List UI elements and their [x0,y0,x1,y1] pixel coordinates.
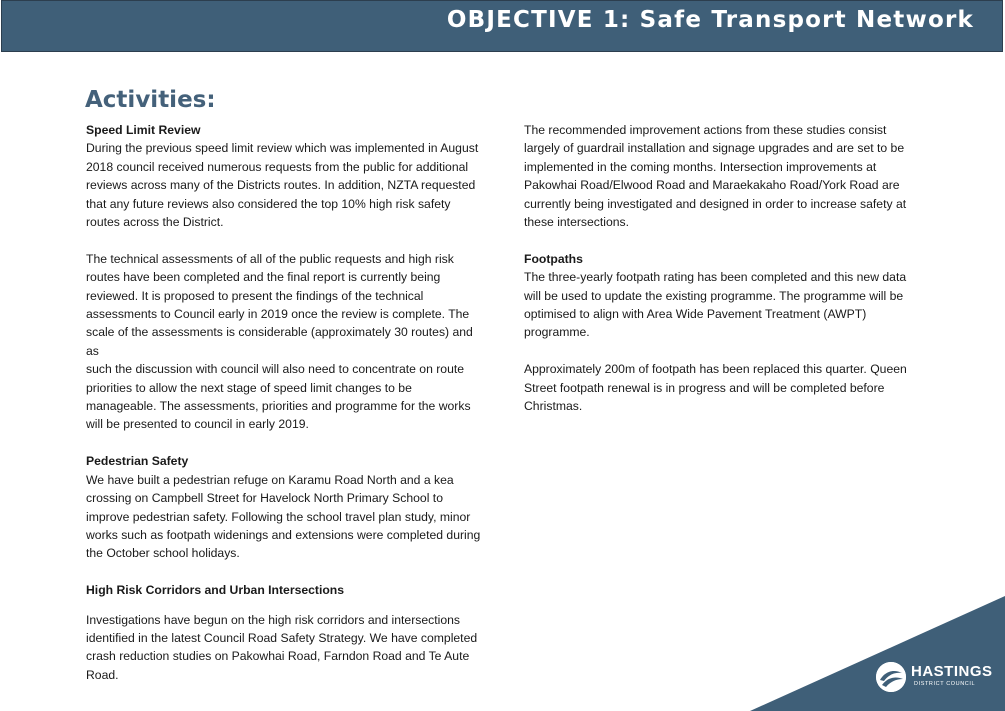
text-line: improve pedestrian safety. Following the school travel plan study, minor [86,509,471,524]
footpaths-paragraph-2 [524,360,916,415]
text-line: the October school holidays. [86,546,240,561]
objective-title: OBJECTIVE 1: Safe Transport Network [446,7,974,33]
high-risk-corridors-paragraph [86,611,486,685]
text-line: crash reduction studies on Pakowhai Road, Farndon Road and Te Aute [86,649,470,664]
text-line: crossing on Campbell Street for Havelock North Primary School to [86,491,443,506]
text-line: programme. [524,325,590,340]
text-line: assessments to Council early in 2019 once the review is complete. The [86,307,470,322]
logo-subtitle: DISTRICT COUNCIL [914,681,976,687]
text-line: Pakowhai Road/Elwood Road and Maraekakaho Road/York Road are [524,178,900,193]
text-line: During the previous speed limit review which was implemented in August [86,141,479,156]
text-line: these intersections. [524,215,630,230]
footpaths-paragraph-1 [524,268,916,342]
high-risk-corridors-title: High Risk Corridors and Urban Intersections [86,583,345,598]
text-line: The technical assessments of all of the public requests and high risk [86,251,454,266]
left-column [86,121,486,684]
text-line: identified in the latest Council Road Safety Strategy. We have completed [86,630,478,645]
text-line: The recommended improvement actions from these studies consist [524,123,887,137]
text-line: Street footpath renewal is in progress and will be completed before [524,380,885,395]
text-line: reviewed. It is proposed to present the findings of the technical [86,288,424,303]
text-line: such the discussion with council will also need to concentrate on route [86,362,465,377]
text-line: implemented in the coming months. Intersection improvements at [524,159,877,174]
text-line: will be presented to council in early 2019. [86,417,309,432]
text-line: reviews across many of the Districts routes. In addition, NZTA requested [86,178,476,193]
objective-header [1,0,1003,52]
text-line: Approximately 200m of footpath has been replaced this quarter. Queen [524,362,907,377]
text-line: routes have been completed and the final report is currently being [86,270,441,285]
logo-wordmark: HASTINGS [911,663,993,680]
text-line: Road. [86,667,119,682]
right-column [524,121,916,415]
text-line: will be used to update the existing programme. The programme will be [524,288,904,303]
footpaths-title: Footpaths [524,251,583,266]
activities-heading: Activities: [85,87,216,113]
logo-emblem-icon [876,662,906,692]
text-line: The three-yearly footpath rating has been completed and this new data [524,270,907,285]
text-line: 2018 council received numerous requests from the public for additional [86,159,469,174]
text-line: scale of the assessments is considerable (approximately 30 routes) and as [86,325,473,358]
text-line: that any future reviews also considered the top 10% high risk safety [86,196,451,211]
text-line: priorities to allow the next stage of speed limit changes to be [86,380,412,395]
speed-limit-review-paragraph-2 [86,250,486,434]
text-line: currently being investigated and designed in order to increase safety at [524,196,907,211]
text-line: Christmas. [524,399,583,414]
text-line: Investigations have begun on the high risk corridors and intersections [86,612,460,627]
pedestrian-safety-title: Pedestrian Safety [86,454,189,469]
text-line: optimised to align with Area Wide Pavement Treatment (AWPT) [524,307,867,322]
pedestrian-safety-paragraph [86,471,486,563]
text-line: manageable. The assessments, priorities and programme for the works [86,399,471,414]
speed-limit-review-paragraph-1 [86,139,486,231]
text-line: works such as footpath widenings and extensions were completed during [86,527,481,542]
text-line: routes across the District. [86,215,224,230]
text-line: largely of guardrail installation and signage upgrades and are set to be [524,141,905,156]
hastings-logo [876,660,993,694]
improvement-actions-paragraph [524,121,916,231]
text-line: We have built a pedestrian refuge on Karamu Road North and a kea [86,472,454,487]
speed-limit-review-title: Speed Limit Review [86,123,201,137]
